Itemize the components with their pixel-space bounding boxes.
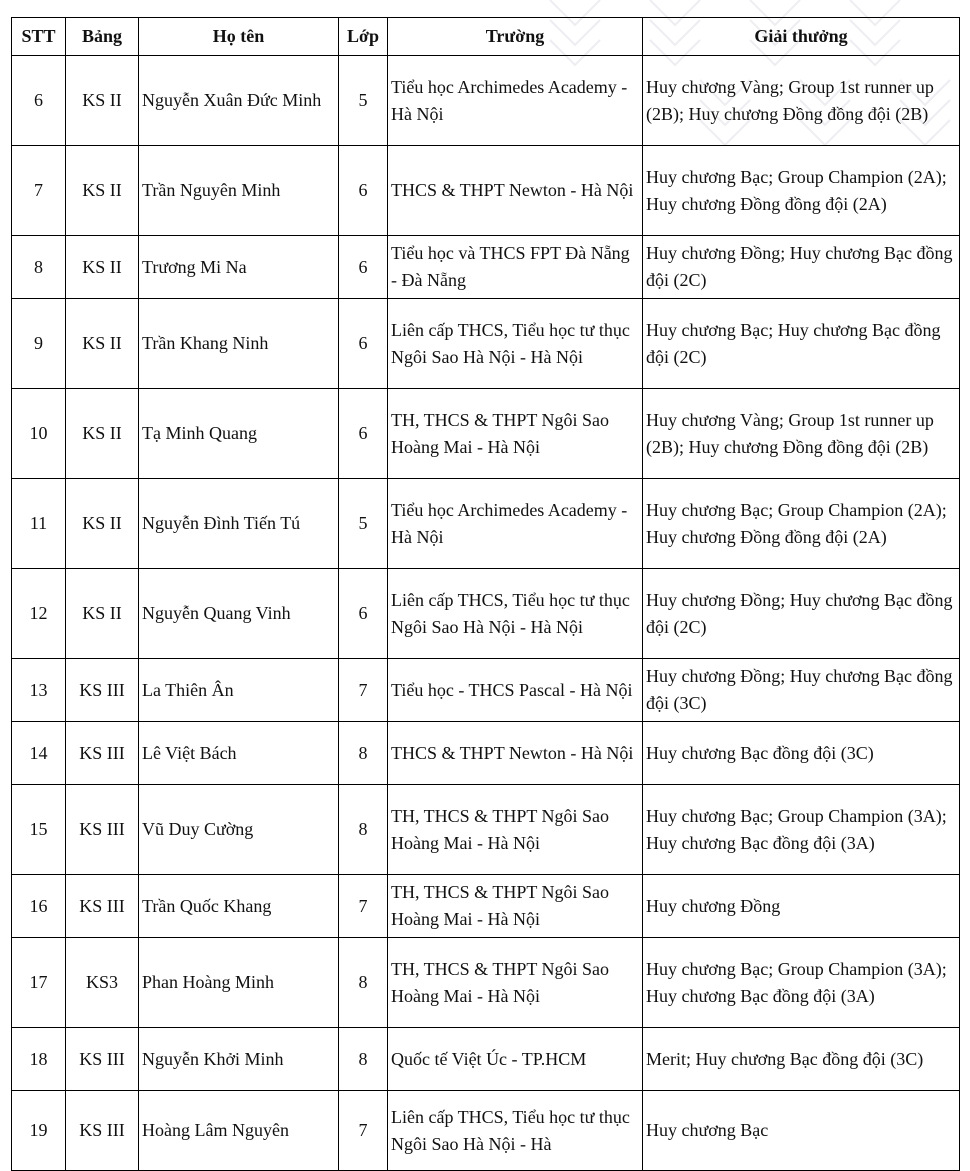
cell-stt: 9 xyxy=(12,299,66,389)
cell-stt: 16 xyxy=(12,875,66,938)
header-giai-thuong: Giải thưởng xyxy=(643,18,960,56)
table-row xyxy=(12,389,960,479)
header-ho-ten: Họ tên xyxy=(139,18,339,56)
cell-lop: 7 xyxy=(339,875,388,938)
cell-bang: KS II xyxy=(66,389,139,479)
cell-stt: 8 xyxy=(12,236,66,299)
cell-name: Trương Mi Na xyxy=(139,236,339,299)
cell-lop: 8 xyxy=(339,1028,388,1091)
cell-stt: 17 xyxy=(12,938,66,1028)
cell-school xyxy=(388,1091,643,1171)
cell-name: Nguyễn Đình Tiến Tú xyxy=(139,479,339,569)
table-row xyxy=(12,722,960,785)
cell-award: Huy chương Bạc đồng đội (3C) xyxy=(643,722,960,785)
cell-stt: 13 xyxy=(12,659,66,722)
cell-stt: 6 xyxy=(12,56,66,146)
table-row xyxy=(12,785,960,875)
cell-award: Huy chương Bạc xyxy=(643,1091,960,1171)
cell-award: Huy chương Bạc; Group Champion (3A); Huy chương Bạc đồng đội (3A) xyxy=(643,938,960,1028)
table-row xyxy=(12,236,960,299)
header-lop: Lớp xyxy=(339,18,388,56)
cell-award: Huy chương Bạc; Group Champion (2A); Huy chương Đồng đồng đội (2A) xyxy=(643,146,960,236)
cell-name: Tạ Minh Quang xyxy=(139,389,339,479)
cell-school: Liên cấp THCS, Tiểu học tư thục Ngôi Sao Hà Nội - Hà Nội xyxy=(388,299,643,389)
cell-bang: KS III xyxy=(66,1091,139,1171)
cell-award: Huy chương Vàng; Group 1st runner up (2B); Huy chương Đồng đồng đội (2B) xyxy=(643,56,960,146)
cell-award: Huy chương Bạc; Group Champion (2A); Huy chương Đồng đồng đội (2A) xyxy=(643,479,960,569)
table-row xyxy=(12,299,960,389)
cell-school: Tiểu học Archimedes Academy - Hà Nội xyxy=(388,56,643,146)
cell-stt: 11 xyxy=(12,479,66,569)
cell-bang: KS II xyxy=(66,56,139,146)
cell-name: Nguyễn Khởi Minh xyxy=(139,1028,339,1091)
cell-award: Merit; Huy chương Bạc đồng đội (3C) xyxy=(643,1028,960,1091)
cell-lop: 6 xyxy=(339,146,388,236)
cell-name: Nguyễn Xuân Đức Minh xyxy=(139,56,339,146)
cell-stt: 15 xyxy=(12,785,66,875)
cell-lop: 7 xyxy=(339,659,388,722)
cell-school: TH, THCS & THPT Ngôi Sao Hoàng Mai - Hà Nội xyxy=(388,785,643,875)
cell-bang: KS III xyxy=(66,1028,139,1091)
cell-bang: KS II xyxy=(66,146,139,236)
cell-stt: 14 xyxy=(12,722,66,785)
cell-name: Lê Việt Bách xyxy=(139,722,339,785)
header-stt: STT xyxy=(12,18,66,56)
cell-bang: KS II xyxy=(66,479,139,569)
cell-lop: 8 xyxy=(339,722,388,785)
cell-school: THCS & THPT Newton - Hà Nội xyxy=(388,722,643,785)
cell-award: Huy chương Vàng; Group 1st runner up (2B); Huy chương Đồng đồng đội (2B) xyxy=(643,389,960,479)
cell-lop: 8 xyxy=(339,938,388,1028)
cell-school: Quốc tế Việt Úc - TP.HCM xyxy=(388,1028,643,1091)
table-row xyxy=(12,1028,960,1091)
cell-name: Trần Quốc Khang xyxy=(139,875,339,938)
cell-name: Phan Hoàng Minh xyxy=(139,938,339,1028)
cell-stt: 12 xyxy=(12,569,66,659)
awards-table xyxy=(11,17,960,1171)
table-row xyxy=(12,569,960,659)
header-row xyxy=(12,18,960,56)
cell-stt: 7 xyxy=(12,146,66,236)
cell-school: Tiểu học và THCS FPT Đà Nẵng - Đà Nẵng xyxy=(388,236,643,299)
cell-bang: KS II xyxy=(66,569,139,659)
cell-school: TH, THCS & THPT Ngôi Sao Hoàng Mai - Hà Nội xyxy=(388,389,643,479)
cell-name: La Thiên Ân xyxy=(139,659,339,722)
cell-school: TH, THCS & THPT Ngôi Sao Hoàng Mai - Hà Nội xyxy=(388,938,643,1028)
cell-school: Liên cấp THCS, Tiểu học tư thục Ngôi Sao Hà Nội - Hà Nội xyxy=(388,569,643,659)
cell-stt: 10 xyxy=(12,389,66,479)
cell-school: Tiểu học Archimedes Academy - Hà Nội xyxy=(388,479,643,569)
cell-name: Vũ Duy Cường xyxy=(139,785,339,875)
cell-stt: 19 xyxy=(12,1091,66,1171)
cell-bang: KS II xyxy=(66,299,139,389)
table-row xyxy=(12,479,960,569)
cell-award: Huy chương Đồng xyxy=(643,875,960,938)
table-row xyxy=(12,659,960,722)
cell-award: Huy chương Đồng; Huy chương Bạc đồng đội (2C) xyxy=(643,236,960,299)
cell-bang: KS III xyxy=(66,875,139,938)
cell-stt: 18 xyxy=(12,1028,66,1091)
cell-school: TH, THCS & THPT Ngôi Sao Hoàng Mai - Hà Nội xyxy=(388,875,643,938)
cell-lop: 7 xyxy=(339,1091,388,1171)
cell-lop: 8 xyxy=(339,785,388,875)
cell-school: Tiểu học - THCS Pascal - Hà Nội xyxy=(388,659,643,722)
table-row xyxy=(12,938,960,1028)
cell-lop: 6 xyxy=(339,299,388,389)
cell-award: Huy chương Bạc; Huy chương Bạc đồng đội (2C) xyxy=(643,299,960,389)
cell-bang: KS III xyxy=(66,785,139,875)
cell-lop: 6 xyxy=(339,389,388,479)
cell-name: Nguyễn Quang Vinh xyxy=(139,569,339,659)
header-bang: Bảng xyxy=(66,18,139,56)
cell-name: Trần Nguyên Minh xyxy=(139,146,339,236)
cell-award: Huy chương Bạc; Group Champion (3A); Huy chương Bạc đồng đội (3A) xyxy=(643,785,960,875)
cell-bang: KS II xyxy=(66,236,139,299)
cell-bang: KS III xyxy=(66,659,139,722)
cell-lop: 6 xyxy=(339,236,388,299)
table-row xyxy=(12,875,960,938)
header-truong: Trường xyxy=(388,18,643,56)
table-row xyxy=(12,146,960,236)
cell-school-text: Liên cấp THCS, Tiểu học tư thục Ngôi Sao Hà Nội - Hà xyxy=(391,1106,630,1154)
table-row xyxy=(12,56,960,146)
cell-name: Hoàng Lâm Nguyên xyxy=(139,1091,339,1171)
table-row xyxy=(12,1091,960,1171)
cell-award: Huy chương Đồng; Huy chương Bạc đồng đội (3C) xyxy=(643,659,960,722)
cell-bang: KS III xyxy=(66,722,139,785)
cell-school: THCS & THPT Newton - Hà Nội xyxy=(388,146,643,236)
cell-bang: KS3 xyxy=(66,938,139,1028)
cell-lop: 6 xyxy=(339,569,388,659)
cell-lop: 5 xyxy=(339,56,388,146)
cell-award: Huy chương Đồng; Huy chương Bạc đồng đội (2C) xyxy=(643,569,960,659)
cell-lop: 5 xyxy=(339,479,388,569)
cell-name: Trần Khang Ninh xyxy=(139,299,339,389)
